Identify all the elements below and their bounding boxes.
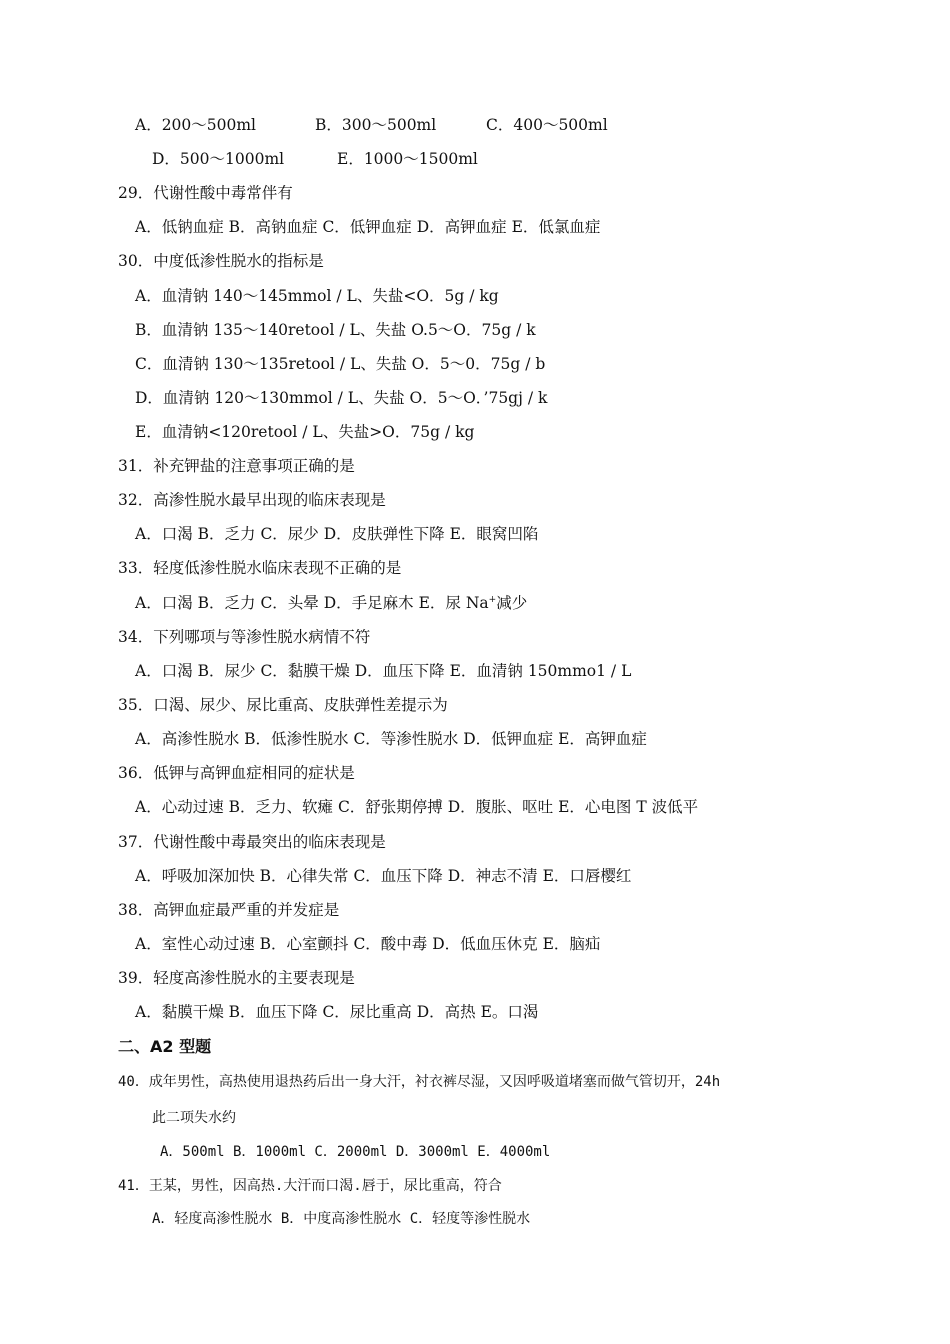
question-30-option-e: E．血清钠<120retool / L、失盐>O．75g / kg — [135, 423, 475, 441]
question-35-options: A．高渗性脱水 B．低渗性脱水 C．等渗性脱水 D．低钾血症 E．高钾血症 — [135, 730, 647, 748]
question-29-options: A．低钠血症 B．高钠血症 C．低钾血症 D．高钾血症 E．低氯血症 — [135, 218, 601, 236]
na-tail-text: 减少 — [496, 594, 528, 612]
question-30: 30．中度低渗性脱水的指标是 — [118, 252, 324, 270]
question-41: 41．王某，男性，因高热.大汗而口渴.唇于，尿比重高，符合 — [118, 1178, 502, 1194]
option-d-line: D．500～1000ml — [152, 150, 285, 168]
question-40-options: A．500ml B．1000ml C．2000ml D．3000ml E．4000ml — [160, 1144, 551, 1160]
option-e-line: E．1000～1500ml — [337, 150, 478, 168]
question-38: 38．高钾血症最严重的并发症是 — [118, 901, 340, 919]
question-32: 32．高渗性脱水最早出现的临床表现是 — [118, 491, 386, 509]
question-40: 40．成年男性，高热使用退热药后出一身大汗，衬衣裤尽湿，又因呼吸道堵塞而做气管切开，24h — [118, 1074, 721, 1090]
question-31: 31．补充钾盐的注意事项正确的是 — [118, 457, 355, 475]
question-39: 39．轻度高渗性脱水的主要表现是 — [118, 969, 355, 987]
option-c-line: C．400～500ml — [486, 116, 608, 134]
question-33-options — [135, 593, 527, 613]
question-30-option-d: D．血清钠 120～130mmol / L、失盐 O．5～O．’75gj / k — [135, 389, 548, 407]
question-37: 37．代谢性酸中毒最突出的临床表现是 — [118, 833, 386, 851]
question-30-option-a: A．血清钠 140～145mmol / L、失盐<O．5g / kg — [135, 287, 499, 305]
option-b-line: B．300～500ml — [315, 116, 437, 134]
question-33: 33．轻度低渗性脱水临床表现不正确的是 — [118, 559, 402, 577]
question-29: 29．代谢性酸中毒常伴有 — [118, 184, 293, 202]
question-41-options: A．轻度高渗性脱水 B．中度高渗性脱水 C．轻度等渗性脱水 — [152, 1211, 531, 1227]
na-plus-superscript: + — [488, 594, 497, 605]
question-32-options: A．口渴 B．乏力 C．尿少 D．皮肤弹性下降 E．眼窝凹陷 — [135, 525, 539, 543]
question-37-options: A．呼吸加深加快 B．心律失常 C．血压下降 D．神志不清 E．口唇樱红 — [135, 867, 632, 885]
question-30-option-c: C．血清钠 130～135retool / L、失盐 O．5～0．75g / b — [135, 355, 546, 373]
question-34: 34．下列哪项与等渗性脱水病情不符 — [118, 628, 371, 646]
question-34-options: A．口渴 B．尿少 C．黏膜干燥 D．血压下降 E．血清钠 150mmo1 / L — [135, 662, 632, 680]
question-33-options-text: A．口渴 B．乏力 C．头晕 D．手足麻木 E．尿 Na — [135, 594, 489, 612]
question-38-options: A．室性心动过速 B．心室颤抖 C．酸中毒 D．低血压休克 E．脑疝 — [135, 935, 601, 953]
question-40-continuation: 此二项失水约 — [152, 1110, 236, 1126]
section-heading-a2: 二、A2 型题 — [118, 1037, 212, 1056]
question-36: 36．低钾与高钾血症相同的症状是 — [118, 764, 355, 782]
question-36-options: A．心动过速 B．乏力、软瘫 C．舒张期停搏 D．腹胀、呕吐 E．心电图 T 波低平 — [135, 798, 699, 816]
question-30-option-b: B．血清钠 135～140retool / L、失盐 O.5～O．75g / k — [135, 321, 536, 339]
option-a-line: A．200～500ml — [135, 116, 257, 134]
question-39-options: A．黏膜干燥 B．血压下降 C．尿比重高 D．高热 E。口渴 — [135, 1003, 539, 1021]
question-35: 35．口渴、尿少、尿比重高、皮肤弹性差提示为 — [118, 696, 448, 714]
